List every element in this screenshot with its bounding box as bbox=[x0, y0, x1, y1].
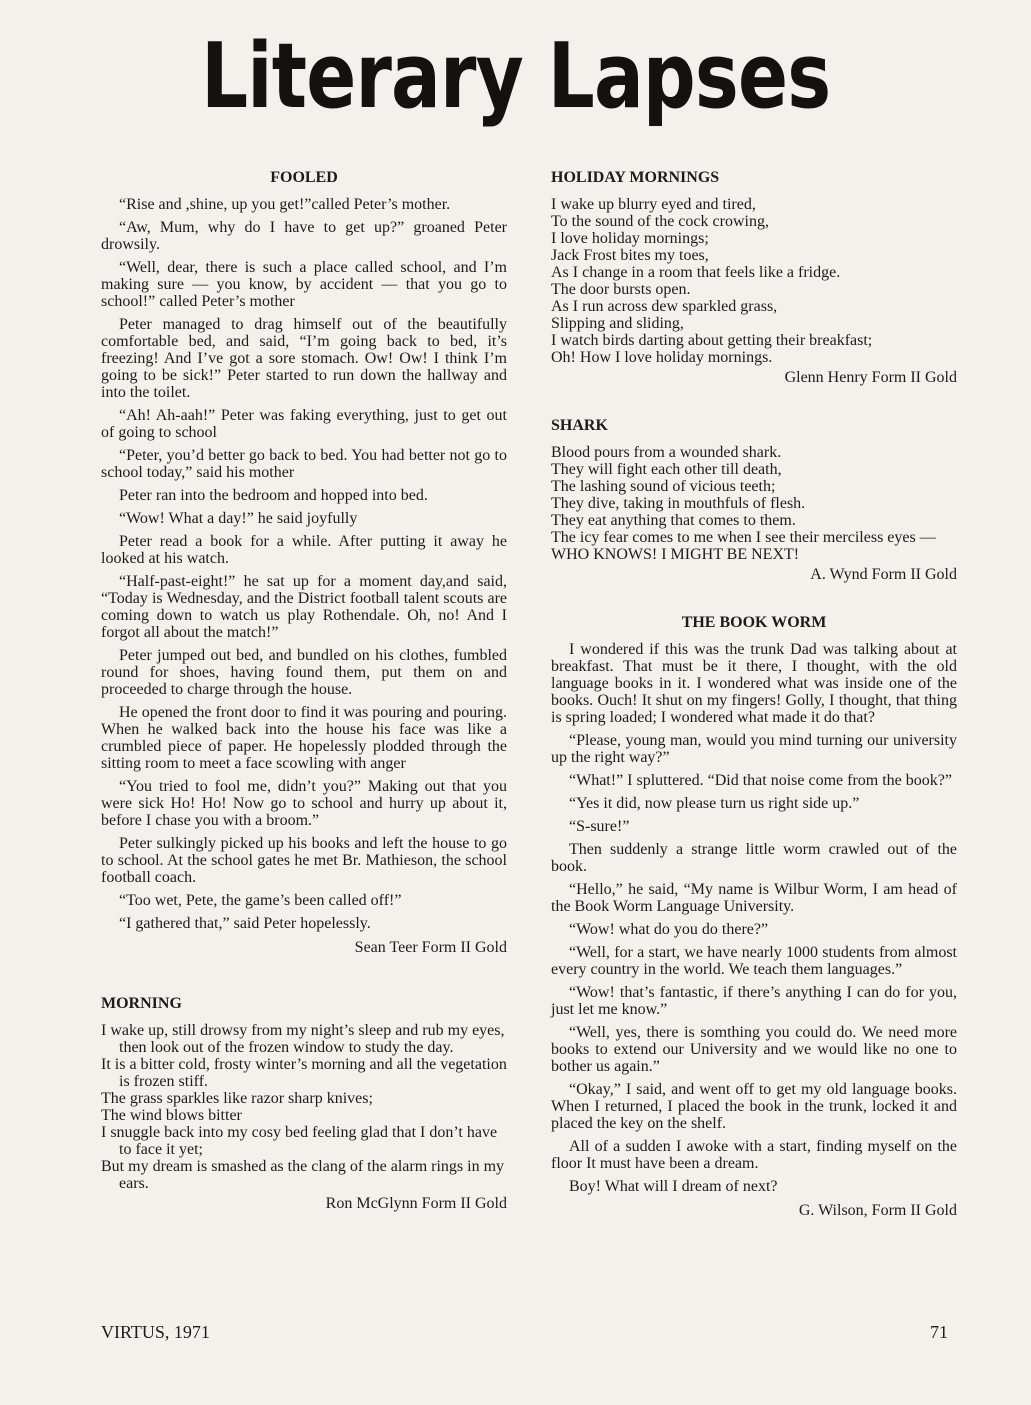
shark-poem bbox=[551, 444, 957, 563]
poem-line: I love holiday mornings; bbox=[551, 230, 709, 247]
poem-line: As I change in a room that feels like a fridge. bbox=[551, 264, 841, 281]
paragraph: “You tried to fool me, didn’t you?” Making out that you were sick Ho! Ho! Now go to school and hurry up about it, before I chase you with a broom.” bbox=[101, 778, 507, 829]
poem-line: Blood pours from a wounded shark. bbox=[551, 444, 782, 461]
paragraph: Peter managed to drag himself out of the beautifully comfortable bed, and said, “I’m going back to bed, it’s freezing! And I’ve got a sore stomach. Ow! Ow! I think I’m going to be sick!” Peter started to run down the hallway and into the toilet. bbox=[101, 316, 507, 401]
paragraph: “Peter, you’d better go back to bed. You had better not go to school today,” said his mother bbox=[101, 447, 507, 481]
paragraph: Peter sulkingly picked up his books and left the house to go to school. At the school gates he met Br. Mathieson, the school football coach. bbox=[101, 835, 507, 886]
page-title: Literary Lapses bbox=[200, 24, 831, 129]
paragraph: Peter read a book for a while. After putting it away he looked at his watch. bbox=[101, 533, 507, 567]
holiday-author: Glenn Henry Form II Gold bbox=[784, 369, 957, 386]
poem-line: Jack Frost bites my toes, bbox=[551, 247, 709, 264]
paragraph: “Wow! What a day!” he said joyfully bbox=[119, 510, 358, 527]
fooled-title: FOOLED bbox=[270, 169, 338, 186]
morning-poem bbox=[101, 1022, 507, 1192]
shark-title: SHARK bbox=[551, 417, 608, 434]
paragraph: “Well, for a start, we have nearly 1000 students from almost every country in the world. We teach them languages.” bbox=[551, 944, 957, 978]
paragraph: “Aw, Mum, why do I have to get up?” groaned Peter drowsily. bbox=[101, 219, 507, 253]
paragraph: Then suddenly a strange little worm crawled out of the book. bbox=[551, 841, 957, 875]
paragraph: “Please, young man, would you mind turning our university up the right way?” bbox=[551, 732, 957, 766]
paragraph: “Okay,” I said, and went off to get my old language books. When I returned, I placed the book in the trunk, locked it and placed the key on the shelf. bbox=[551, 1081, 957, 1132]
paragraph: “Rise and ,shine, up you get!”called Peter’s mother. bbox=[119, 196, 451, 213]
poem-line: I wake up blurry eyed and tired, bbox=[551, 196, 756, 213]
poem-line: But my dream is smashed as the clang of the alarm rings in my ears. bbox=[101, 1158, 505, 1192]
paragraph: Boy! What will I dream of next? bbox=[569, 1178, 778, 1195]
paragraph: “Wow! that’s fantastic, if there’s anything I can do for you, just let me know.” bbox=[551, 984, 957, 1018]
bookworm-title: THE BOOK WORM bbox=[681, 614, 827, 631]
publication-footer: VIRTUS, 1971 bbox=[101, 1322, 210, 1342]
paragraph: “Ah! Ah-aah!” Peter was faking everything, just to get out of going to school bbox=[101, 407, 507, 441]
poem-line: The wind blows bitter bbox=[101, 1107, 242, 1124]
paragraph: “Wow! what do you do there?” bbox=[569, 921, 769, 938]
poem-line: The door bursts open. bbox=[551, 281, 691, 298]
paragraph: “Well, yes, there is somthing you could do. We need more books to extend our University and we would like no one to bother us again.” bbox=[551, 1024, 957, 1075]
paragraph: Peter jumped out bed, and bundled on his clothes, fumbled round for shoes, having found them, put them on and proceeded to charge through the house. bbox=[101, 647, 507, 698]
poem-line: The grass sparkles like razor sharp knives; bbox=[101, 1090, 373, 1107]
poem-line: They eat anything that comes to them. bbox=[551, 512, 796, 529]
poem-line: As I run across dew sparkled grass, bbox=[551, 298, 778, 315]
poem-line: Slipping and sliding, bbox=[551, 315, 684, 332]
poem-line: I wake up, still drowsy from my night’s sleep and rub my eyes, then look out of the frozen window to study the day. bbox=[101, 1022, 505, 1056]
bookworm-story bbox=[551, 641, 957, 1195]
paragraph: “Too wet, Pete, the game’s been called off!” bbox=[119, 892, 402, 909]
paragraph: Peter ran into the bedroom and hopped into bed. bbox=[119, 487, 428, 504]
poem-line: Oh! How I love holiday mornings. bbox=[551, 349, 773, 366]
right-column bbox=[551, 168, 957, 1221]
poem-line: They will fight each other till death, bbox=[551, 461, 782, 478]
paragraph: “What!” I spluttered. “Did that noise come from the book?” bbox=[569, 772, 952, 789]
poem-line: It is a bitter cold, frosty winter’s morning and all the vegetation is frozen stiff. bbox=[101, 1056, 507, 1090]
poem-line: WHO KNOWS! I MIGHT BE NEXT! bbox=[551, 546, 800, 563]
shark-author: A. Wynd Form II Gold bbox=[810, 566, 957, 583]
fooled-story bbox=[101, 196, 507, 932]
page-number: 71 bbox=[930, 1322, 948, 1342]
paragraph: “Hello,” he said, “My name is Wilbur Worm, I am head of the Book Worm Language University. bbox=[551, 881, 957, 915]
poem-line: The lashing sound of vicious teeth; bbox=[551, 478, 776, 495]
paragraph: “S-sure!” bbox=[569, 818, 630, 835]
left-column bbox=[101, 168, 507, 1214]
poem-line: I snuggle back into my cosy bed feeling glad that I don’t have to face it yet; bbox=[101, 1124, 498, 1158]
paragraph: “Yes it did, now please turn us right side up.” bbox=[569, 795, 860, 812]
fooled-author: Sean Teer Form II Gold bbox=[354, 939, 507, 956]
holiday-poem bbox=[551, 196, 957, 366]
paragraph: I wondered if this was the trunk Dad was talking about at breakfast. That must be it there, I thought, with the old language books in it. I wondered what was inside one of the books. Ouch! It shut on my fingers! Golly, I thought, that thing is spring loaded; I wondered what made it do that? bbox=[551, 641, 957, 726]
paragraph: “I gathered that,” said Peter hopelessly. bbox=[119, 915, 371, 932]
morning-author: Ron McGlynn Form II Gold bbox=[325, 1195, 507, 1212]
morning-title: MORNING bbox=[101, 995, 182, 1012]
paragraph: All of a sudden I awoke with a start, finding myself on the floor It must have been a dream. bbox=[551, 1138, 957, 1172]
bookworm-author: G. Wilson, Form II Gold bbox=[798, 1202, 957, 1219]
poem-line: The icy fear comes to me when I see their merciless eyes — bbox=[551, 529, 936, 546]
holiday-title: HOLIDAY MORNINGS bbox=[551, 169, 720, 186]
paragraph: “Half-past-eight!” he sat up for a moment day,and said, “Today is Wednesday, and the District football talent scouts are coming down to watch us play Rothendale. Oh, no! And I forgot all about the match!” bbox=[101, 573, 507, 641]
poem-line: I watch birds darting about getting their breakfast; bbox=[551, 332, 873, 349]
paragraph: He opened the front door to find it was pouring and pouring. When he walked back into the house his face was like a crumbled piece of paper. He hopelessly plodded through the sitting room to meet a face scowling with anger bbox=[101, 704, 507, 772]
poem-line: They dive, taking in mouthfuls of flesh. bbox=[551, 495, 806, 512]
paragraph: “Well, dear, there is such a place called school, and I’m making sure — you know, by accident — that you go to school!” called Peter’s mother bbox=[101, 259, 507, 310]
poem-line: To the sound of the cock crowing, bbox=[551, 213, 769, 230]
